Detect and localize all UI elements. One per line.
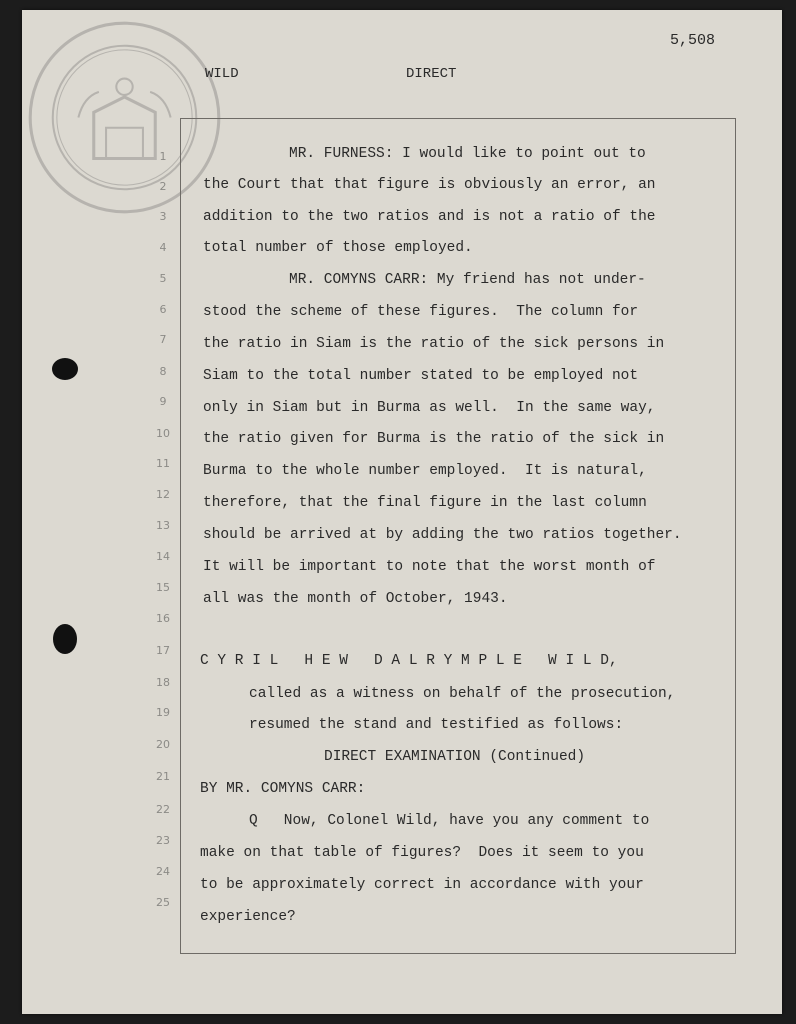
line-number: 24 [156, 865, 170, 878]
line-number: 9 [159, 395, 167, 408]
transcript-line: Siam to the total number stated to be employed not [203, 368, 639, 384]
header-examination-type: DIRECT [406, 66, 457, 82]
transcript-line: total number of those employed. [203, 240, 473, 256]
transcript-line: the ratio in Siam is the ratio of the sick persons in [203, 336, 665, 352]
transcript-line: should be arrived at by adding the two ratios together. [203, 527, 682, 543]
line-number: 25 [156, 896, 170, 909]
line-number: 12 [156, 488, 170, 501]
punch-hole [53, 624, 77, 654]
document-page [22, 10, 782, 1014]
header-witness-name: WILD [205, 66, 239, 82]
line-number: 18 [156, 676, 170, 689]
line-number: 13 [156, 519, 170, 532]
line-number: 7 [159, 333, 167, 346]
examiner-line: BY MR. COMYNS CARR: [200, 781, 366, 797]
line-number: 16 [156, 612, 170, 625]
line-number: 21 [156, 770, 170, 783]
line-number: 20 [156, 738, 170, 751]
transcript-line: Burma to the whole number employed. It is natural, [203, 463, 647, 479]
line-number: 8 [159, 365, 167, 378]
line-number: 11 [156, 457, 170, 470]
transcript-line: stood the scheme of these figures. The column for [203, 304, 639, 320]
transcript-line: the ratio given for Burma is the ratio of the sick in [203, 431, 665, 447]
transcript-line: Q Now, Colonel Wild, have you any comment to [249, 813, 650, 829]
line-number: 19 [156, 706, 170, 719]
line-number: 14 [156, 550, 170, 563]
line-number: 5 [159, 272, 167, 285]
transcript-line: to be approximately correct in accordance with your [200, 877, 644, 893]
transcript-line: all was the month of October, 1943. [203, 591, 508, 607]
page-number: 5,508 [670, 32, 716, 49]
line-number: 15 [156, 581, 170, 594]
line-number: 10 [156, 427, 170, 440]
transcript-line: only in Siam but in Burma as well. In the same way, [203, 400, 656, 416]
witness-name-line: C Y R I L H E W D A L R Y M P L E W I L D, [200, 653, 618, 669]
line-number: 4 [159, 241, 167, 254]
transcript-line: It will be important to note that the worst month of [203, 559, 656, 575]
line-number: 6 [159, 303, 167, 316]
transcript-line: make on that table of figures? Does it seem to you [200, 845, 644, 861]
transcript-line: addition to the two ratios and is not a ratio of the [203, 209, 656, 225]
line-number: 22 [156, 803, 170, 816]
line-number: 23 [156, 834, 170, 847]
transcript-line: resumed the stand and testified as follows: [249, 717, 624, 733]
transcript-line: called as a witness on behalf of the prosecution, [249, 686, 676, 702]
punch-hole [52, 358, 78, 380]
transcript-line: MR. COMYNS CARR: My friend has not under- [289, 272, 646, 288]
line-number: 17 [156, 644, 170, 657]
line-number: 1 [159, 150, 167, 163]
line-number: 3 [159, 210, 167, 223]
line-number: 2 [159, 180, 167, 193]
transcript-line: experience? [200, 909, 296, 925]
examination-heading: DIRECT EXAMINATION (Continued) [324, 749, 586, 765]
transcript-line: therefore, that the final figure in the last column [203, 495, 647, 511]
transcript-line: the Court that that figure is obviously an error, an [203, 177, 656, 193]
transcript-line: MR. FURNESS: I would like to point out to [289, 146, 646, 162]
